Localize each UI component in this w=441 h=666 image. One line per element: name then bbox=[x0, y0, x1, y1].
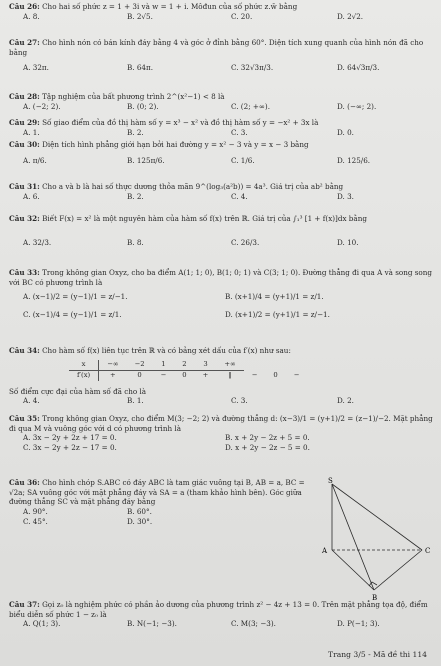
option-d: D. x + 2y − 2z − 5 = 0. bbox=[225, 443, 310, 453]
option-a: A. 1. bbox=[23, 127, 40, 137]
option-d: D. 64√3π/3. bbox=[337, 63, 380, 73]
question-27: Câu 27: Cho hình nón có bán kính đáy bằng 4 và góc ở đỉnh bằng 60°. Diện tích xung quanh của hình nón đã cho bằng A. 32π. B. 64π. C. 32√3π/3. D. 64√3π/3. bbox=[9, 38, 424, 73]
option-d: D. (x+1)/2 = (y+1)/1 = z/−1. bbox=[225, 310, 330, 320]
option-c: C. 3x − 2y + 2z − 17 = 0. bbox=[23, 443, 117, 453]
option-b: B. 2. bbox=[127, 191, 144, 201]
option-c: C. (x−1)/4 = (y−1)/1 = z/1. bbox=[23, 310, 122, 320]
sign-table: x −∞ −2 1 2 3 +∞ f′(x) + 0 − 0 + ‖ − 0 − bbox=[69, 360, 307, 381]
option-d: D. 2. bbox=[337, 396, 354, 406]
question-stem: Tập nghiệm của bất phương trình 2^(x²−1) < 8 là bbox=[42, 92, 225, 101]
option-a: A. 8. bbox=[23, 11, 40, 21]
question-37: Câu 37: Gọi z₀ là nghiệm phức có phần ảo dương của phương trình z² − 4z + 13 = 0. Trên mặt phẳng tọa độ, điểm biểu diễn số phức 1 − z₀ là A. Q(1; 3). B. N(−1; −3). C. M(3; −3). D. P(−1; 3). bbox=[9, 600, 428, 629]
question-31: Câu 31: Cho a và b là hai số thực dương thỏa mãn 9^(log₃(a²b)) = 4a³. Giá trị của ab² bằng A. 6. B. 2. C. 4. D. 3. bbox=[9, 182, 354, 201]
option-b: B. 125π/6. bbox=[127, 155, 165, 165]
sign-table-f-label: f′(x) bbox=[69, 370, 99, 381]
question-stem: Cho hình nón có bán kính đáy bằng 4 và góc ở đỉnh bằng 60°. Diện tích xung quanh của hình nón đã cho bằng bbox=[9, 38, 424, 57]
option-d: D. 2√2. bbox=[337, 11, 364, 21]
question-35: Câu 35: Trong không gian Oxyz, cho điểm M(3; −2; 2) và đường thẳng d: (x−3)/1 = (y+1)/2 = (z−1)/−2. Mặt phẳng đi qua M và vuông góc với d có phương trình là A. 3x − 2y + 2z + 17 = 0. B. x + 2y − 2z + 5 = 0. C. 3x − 2y + 2z − 17 = 0. D. x + 2y − 2z − 5 = 0. bbox=[9, 414, 433, 453]
question-33: Câu 33: Trong không gian Oxyz, cho ba điểm A(1; 1; 0), B(1; 0; 1) và C(3; 1; 0). Đường thẳng đi qua A và song song với BC có phương trình là A. (x−1)/2 = (y−1)/1 = z/−1. B. (x+1)/4 = (y+1)/1 = z/1. C. (x−1)/4 = (y−1)/1 = z/1. D. (x+1)/2 = (y+1)/1 = z/−1. bbox=[9, 268, 432, 320]
question-stem: Diện tích hình phẳng giới hạn bởi hai đường y = x² − 3 và y = x − 3 bằng bbox=[42, 140, 309, 149]
question-stem: Cho hình chóp S.ABC có đáy ABC là tam giác vuông tại B, AB = a, BC = √2a; SA vuông góc với mặt phẳng đáy và SA = a (tham khảo hình bên). Góc giữa đường thẳng SC và mặt phẳng đáy bằng bbox=[9, 478, 305, 507]
option-a: A. 90°. bbox=[23, 506, 48, 516]
option-b: B. 64π. bbox=[127, 63, 154, 73]
sign-table-x-label: x bbox=[69, 360, 99, 371]
question-stem: Trong không gian Oxyz, cho ba điểm A(1; 1; 0), B(1; 0; 1) và C(3; 1; 0). Đường thẳng đi qua A và song song với BC có phương trình là bbox=[9, 268, 432, 287]
option-d: D. (−∞; 2). bbox=[337, 101, 377, 111]
option-c: C. 3. bbox=[231, 396, 248, 406]
question-34: Câu 34: Cho hàm số f(x) liên tục trên ℝ và có bảng xét dấu của f′(x) như sau: x −∞ −2 1 2 3 +∞ f′(x) + 0 − 0 + ‖ − 0 − Số điểm cực đại của hàm số đã cho là A. 4. B. 1. C. 3. D. 2. bbox=[9, 346, 433, 406]
option-b: B. 2. bbox=[127, 127, 144, 137]
question-stem: Cho a và b là hai số thực dương thỏa mãn 9^(log₃(a²b)) = 4a³. Giá trị của ab² bằng bbox=[42, 182, 344, 191]
option-a: A. 32π. bbox=[23, 63, 49, 73]
question-26: Câu 26: Cho hai số phức z = 1 + 3i và w = 1 + i. Môđun của số phức z.w̄ bằng A. 8. B. 2√5. C. 20. D. 2√2. bbox=[9, 2, 364, 21]
question-29: Câu 29: Số giao điểm của đồ thị hàm số y = x³ − x² và đồ thị hàm số y = −x² + 3x là A. 1. B. 2. C. 3. D. 0. bbox=[9, 118, 354, 137]
option-b: B. (0; 2). bbox=[127, 101, 159, 111]
question-36: Câu 36: Cho hình chóp S.ABC có đáy ABC là tam giác vuông tại B, AB = a, BC = √2a; SA vuông góc với mặt phẳng đáy và SA = a (tham khảo hình bên). Góc giữa đường thẳng SC và mặt phẳng đáy bằng A. 90°. B. 60°. C. 45°. D. 30°. bbox=[9, 478, 305, 526]
question-32: Câu 32: Biết F(x) = x² là một nguyên hàm của hàm số f(x) trên ℝ. Giá trị của ∫₁³ [1 + f(x)]dx bằng A. 32/3. B. 8. C. 26/3. D. 10. bbox=[9, 214, 367, 247]
option-a: A. 32/3. bbox=[23, 237, 52, 247]
option-c: C. M(3; −3). bbox=[231, 619, 276, 629]
question-stem: Trong không gian Oxyz, cho điểm M(3; −2; 2) và đường thẳng d: (x−3)/1 = (y+1)/2 = (z−1)/−2. Mặt phẳng đi qua M và vuông góc với d có phương trình là bbox=[9, 414, 433, 433]
option-c: C. 26/3. bbox=[231, 237, 260, 247]
option-a: A. π/6. bbox=[23, 155, 47, 165]
option-c: C. 4. bbox=[231, 191, 248, 201]
option-d: D. 30°. bbox=[127, 516, 153, 526]
option-b: B. (x+1)/4 = (y+1)/1 = z/1. bbox=[225, 292, 324, 302]
vertex-b-label: B bbox=[372, 594, 378, 602]
option-a: A. (−2; 2). bbox=[23, 101, 61, 111]
option-b: B. 2√5. bbox=[127, 11, 153, 21]
option-d: D. P(−1; 3). bbox=[337, 619, 380, 629]
option-c: C. 32√3π/3. bbox=[231, 63, 274, 73]
option-b: B. 8. bbox=[127, 237, 144, 247]
pyramid-diagram bbox=[316, 476, 436, 616]
question-28: Câu 28: Tập nghiệm của bất phương trình 2^(x²−1) < 8 là A. (−2; 2). B. (0; 2). C. (2; +∞). D. (−∞; 2). bbox=[9, 92, 377, 111]
option-d: D. 10. bbox=[337, 237, 359, 247]
option-d: D. 125/6. bbox=[337, 155, 371, 165]
option-a: A. 4. bbox=[23, 396, 40, 406]
option-a: A. Q(1; 3). bbox=[23, 619, 61, 629]
option-c: C. 45°. bbox=[23, 516, 48, 526]
question-stem: Biết F(x) = x² là một nguyên hàm của hàm số f(x) trên ℝ. Giá trị của ∫₁³ [1 + f(x)]dx bằng bbox=[42, 214, 367, 223]
option-d: D. 3. bbox=[337, 191, 354, 201]
option-d: D. 0. bbox=[337, 127, 354, 137]
option-b: B. 60°. bbox=[127, 506, 152, 516]
question-stem: Cho hàm số f(x) liên tục trên ℝ và có bảng xét dấu của f′(x) như sau: bbox=[42, 346, 291, 355]
question-stem: Số giao điểm của đồ thị hàm số y = x³ − x² và đồ thị hàm số y = −x² + 3x là bbox=[42, 118, 319, 127]
option-c: C. 20. bbox=[231, 11, 253, 21]
vertex-s-label: S bbox=[328, 477, 333, 485]
option-c: C. 1/6. bbox=[231, 155, 255, 165]
pyramid-figure bbox=[316, 476, 436, 616]
question-30: Câu 30: Diện tích hình phẳng giới hạn bởi hai đường y = x² − 3 và y = x − 3 bằng A. π/6. B. 125π/6. C. 1/6. D. 125/6. bbox=[9, 140, 371, 165]
option-c: C. (2; +∞). bbox=[231, 101, 270, 111]
sign-table-followup: Số điểm cực đại của hàm số đã cho là bbox=[9, 386, 147, 396]
option-a: A. 3x − 2y + 2z + 17 = 0. bbox=[23, 433, 117, 443]
option-b: B. x + 2y − 2z + 5 = 0. bbox=[225, 433, 310, 443]
question-stem: Cho hai số phức z = 1 + 3i và w = 1 + i. Môđun của số phức z.w̄ bằng bbox=[42, 2, 298, 11]
question-stem: Gọi z₀ là nghiệm phức có phần ảo dương của phương trình z² − 4z + 13 = 0. Trên mặt phẳng tọa độ, điểm biểu diễn số phức 1 − z₀ là bbox=[9, 600, 428, 619]
option-c: C. 3. bbox=[231, 127, 248, 137]
option-b: B. N(−1; −3). bbox=[127, 619, 177, 629]
option-b: B. 1. bbox=[127, 396, 144, 406]
vertex-c-label: C bbox=[425, 547, 431, 555]
option-a: A. (x−1)/2 = (y−1)/1 = z/−1. bbox=[23, 292, 128, 302]
page-footer: Trang 3/5 - Mã đề thi 114 bbox=[328, 650, 427, 659]
vertex-a-label: A bbox=[322, 547, 328, 555]
option-a: A. 6. bbox=[23, 191, 40, 201]
